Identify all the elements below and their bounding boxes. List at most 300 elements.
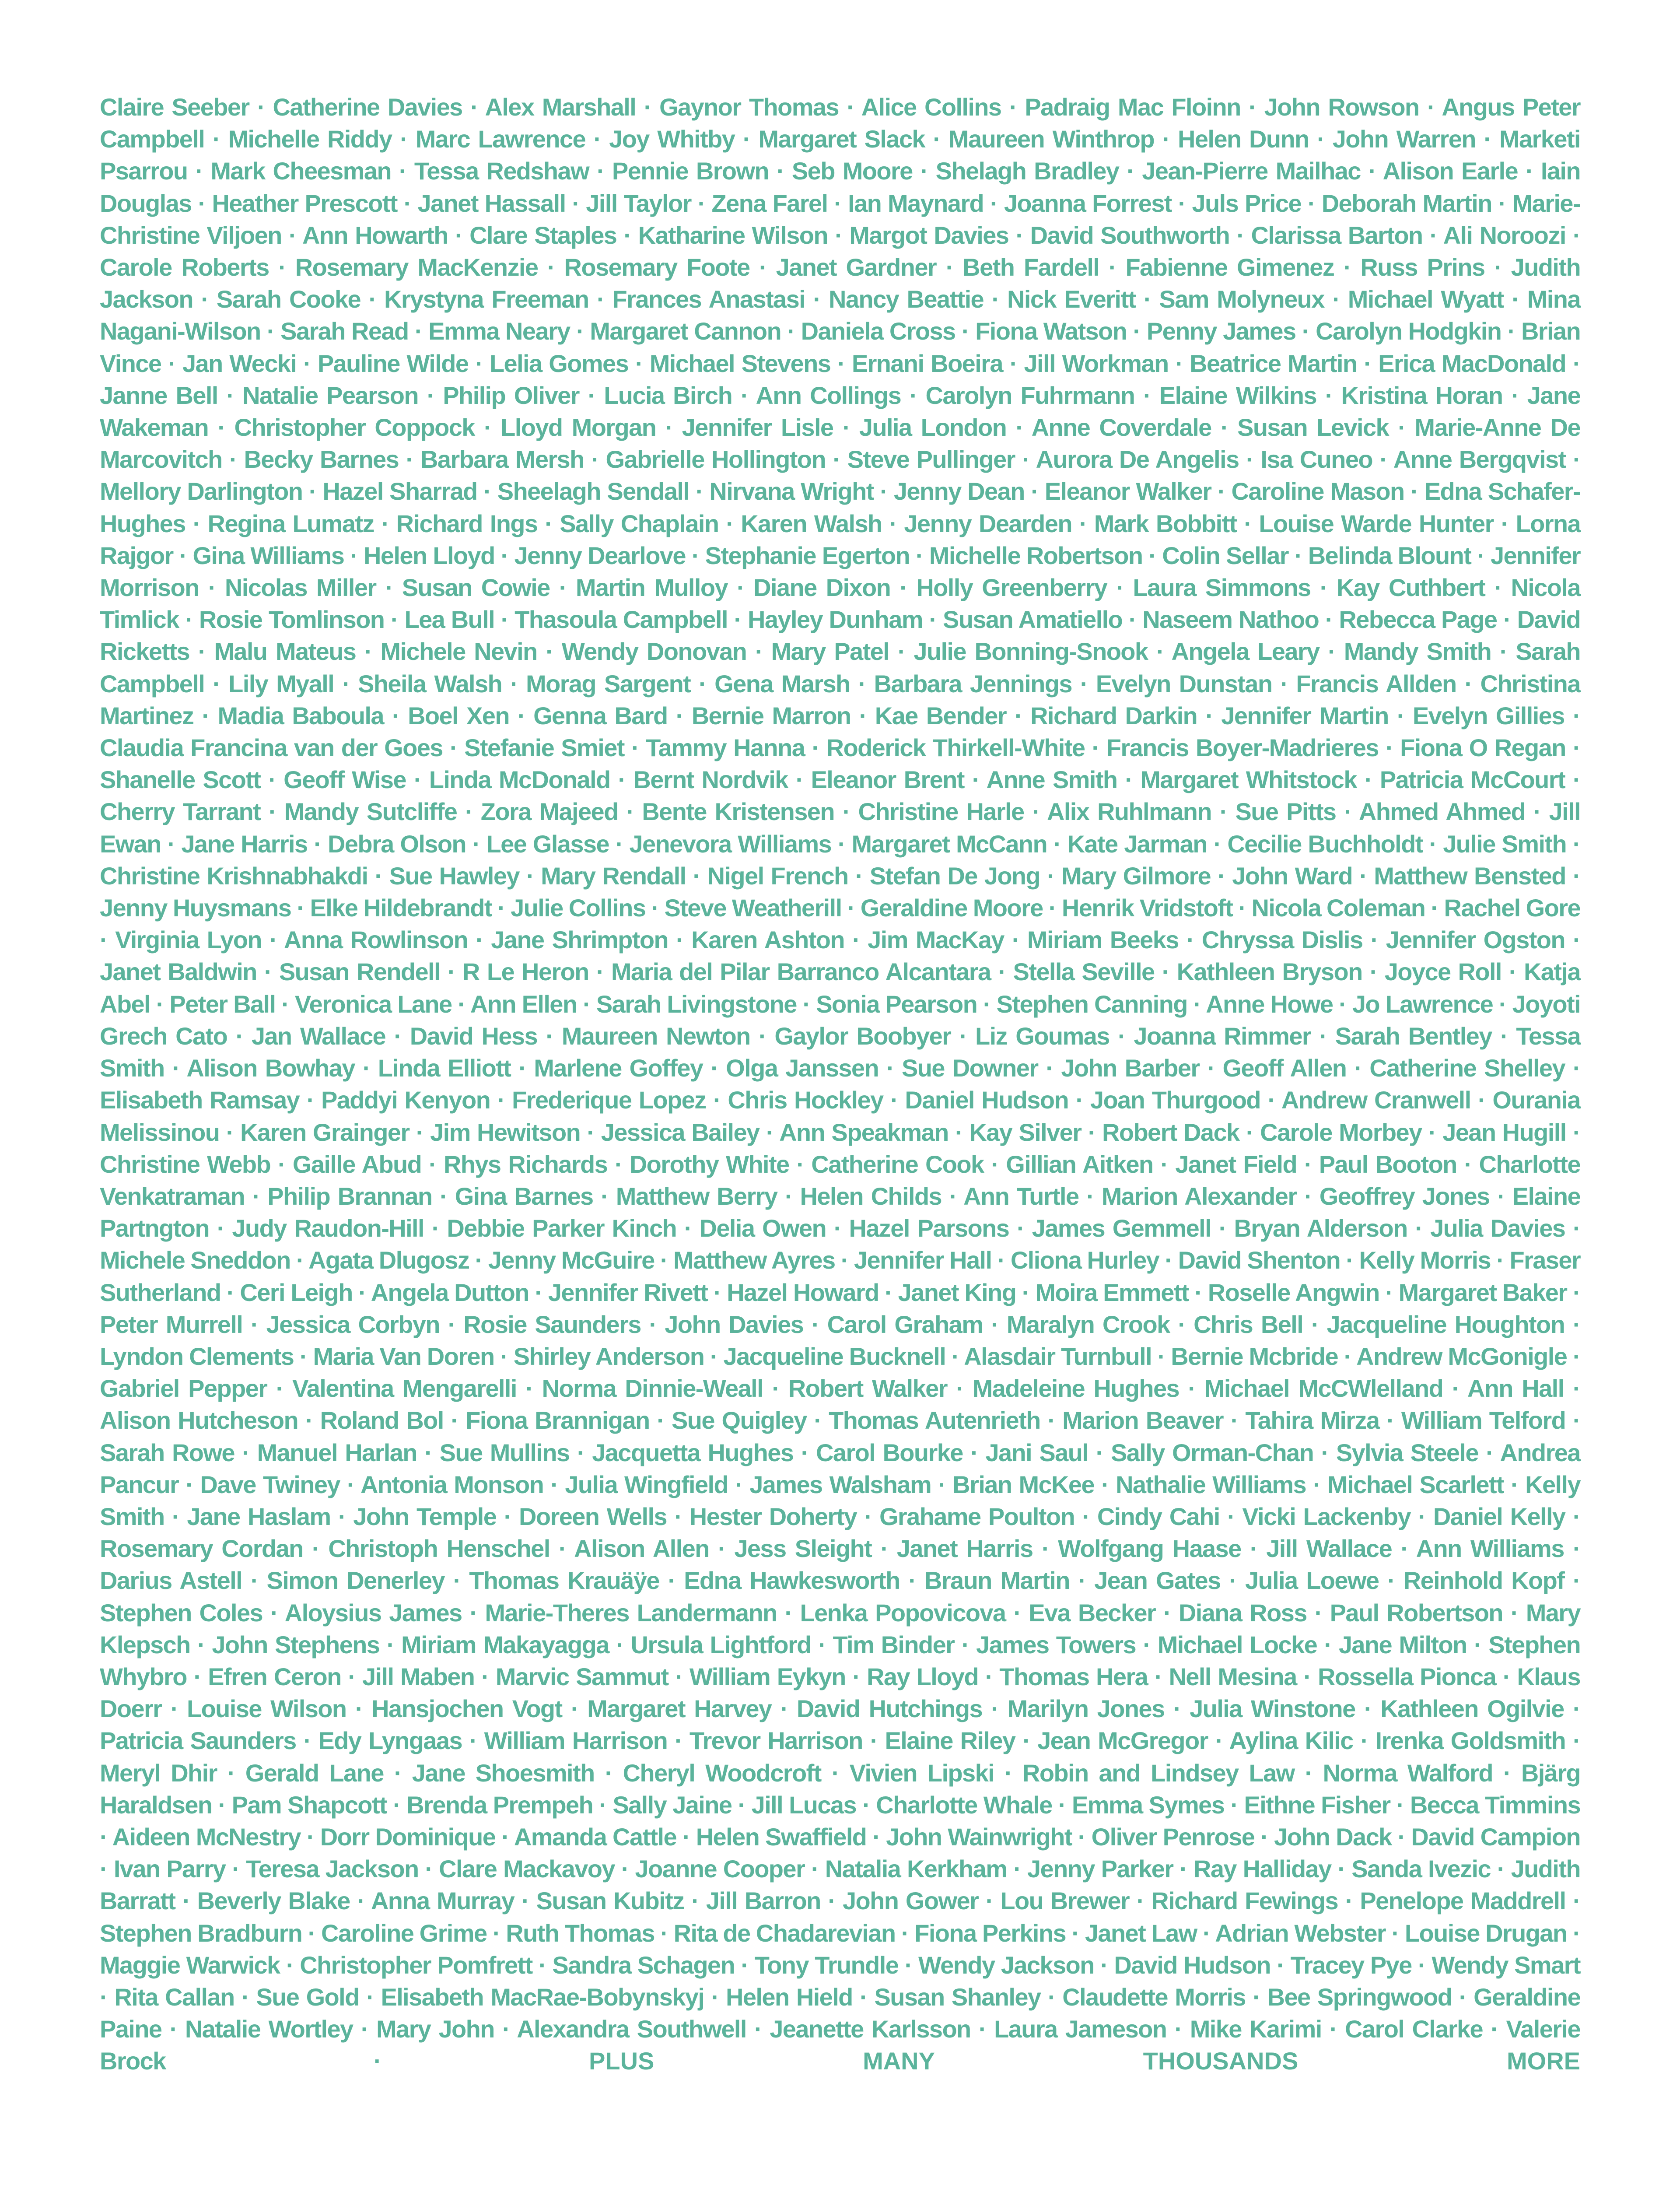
person-name: Stephen Canning [996, 990, 1187, 1018]
person-name: Norma Walford [1323, 1759, 1493, 1787]
person-name: Sanda Ivezic [1351, 1855, 1491, 1883]
separator-dot: · [1396, 701, 1404, 729]
person-name: Ann Howarth [302, 221, 448, 249]
separator-dot: · [811, 1855, 819, 1883]
separator-dot: · [626, 798, 634, 826]
person-name: Gina Williams [192, 541, 344, 569]
separator-dot: · [424, 1438, 432, 1466]
separator-dot: · [431, 1214, 439, 1242]
separator-dot: · [226, 1278, 234, 1306]
separator-dot: · [1525, 157, 1533, 185]
separator-dot: · [1325, 381, 1333, 409]
person-name: Maggie Warwick [100, 1951, 280, 1979]
person-name: Shanelle Scott [100, 766, 261, 794]
separator-dot: · [472, 830, 480, 858]
person-name: Eleanor Brent [811, 766, 964, 794]
person-name: Mike Karimi [1190, 2015, 1322, 2043]
person-name: Sally Orman-Chan [1110, 1438, 1314, 1466]
person-name: Elisabeth Ramsay [100, 1086, 300, 1114]
person-name: Louise Wilson [186, 1695, 346, 1723]
separator-dot: · [742, 125, 750, 153]
separator-dot: · [1396, 1791, 1404, 1819]
person-name: William Harrison [484, 1727, 668, 1755]
person-name: Jeanette Karlsson [770, 2015, 971, 2043]
separator-dot: · [710, 1054, 718, 1082]
separator-dot: · [192, 509, 200, 537]
person-name: Stephen Coles [100, 1599, 263, 1627]
separator-dot: · [403, 189, 411, 217]
person-name: Michelle Robertson [929, 541, 1143, 569]
separator-dot: · [1533, 798, 1541, 826]
separator-dot: · [270, 1599, 278, 1627]
person-name: Geraldine Paine [100, 1983, 1581, 2043]
separator-dot: · [616, 1630, 624, 1659]
person-name: Darius Astell [100, 1567, 242, 1595]
person-name: Valentina Mengarelli [292, 1375, 517, 1403]
person-name: Sally Chaplain [560, 509, 719, 537]
separator-dot: · [697, 189, 705, 217]
person-name: Natalie Wortley [185, 2015, 353, 2043]
person-name: Sheelagh Sendall [497, 477, 690, 505]
person-name: Jean Hugill [1442, 1118, 1566, 1146]
person-name: Pam Shapcott [231, 1791, 387, 1819]
separator-dot: · [1246, 1118, 1253, 1146]
separator-dot: · [583, 990, 591, 1018]
separator-dot: · [360, 2015, 368, 2043]
separator-dot: · [1428, 1118, 1436, 1146]
person-name: Alice Collins [861, 93, 1001, 121]
separator-dot: · [350, 541, 358, 569]
person-name: Susan Shanley [874, 1983, 1041, 2011]
person-name: Sally Jaine [612, 1791, 732, 1819]
separator-dot: · [1452, 1375, 1460, 1403]
separator-dot: · [726, 509, 734, 537]
separator-dot: · [198, 638, 206, 666]
person-name: Jess Sleight [734, 1535, 872, 1563]
person-name: Miriam Beeks [1027, 926, 1179, 954]
separator-dot: · [787, 317, 795, 345]
separator-dot: · [502, 2015, 510, 2043]
person-name: Lily Myall [228, 670, 334, 698]
separator-dot: · [758, 1022, 766, 1050]
separator-dot: · [308, 1919, 315, 1947]
separator-dot: · [172, 1502, 179, 1530]
person-name: Marion Alexander [1101, 1182, 1297, 1210]
person-name: Roland Bol [320, 1406, 444, 1434]
person-name: Edna Schafer-Hughes [100, 477, 1580, 537]
separator-dot: · [909, 381, 917, 409]
person-name: Fiona Perkins [914, 1919, 1066, 1947]
person-name: Diana Ross [1178, 1599, 1307, 1627]
separator-dot: · [201, 285, 209, 313]
separator-dot: · [1503, 606, 1511, 634]
separator-dot: · [385, 574, 393, 602]
person-name: Moira Emmett [1035, 1278, 1189, 1306]
person-name: Marion Beaver [1062, 1406, 1223, 1434]
separator-dot: · [170, 1695, 178, 1723]
person-name: Joanna Rimmer [1134, 1022, 1311, 1050]
separator-dot: · [440, 1182, 448, 1210]
separator-dot: · [864, 1502, 872, 1530]
separator-dot: · [169, 2015, 177, 2043]
person-name: Tahira Mirza [1245, 1406, 1379, 1434]
separator-dot: · [1108, 253, 1116, 281]
separator-dot: · [100, 1855, 108, 1883]
separator-dot: · [1360, 1727, 1368, 1755]
separator-dot: · [1572, 349, 1580, 377]
person-name: Ann Williams [1416, 1535, 1564, 1563]
person-name: Sarah Bentley [1335, 1022, 1492, 1050]
person-name: Norma Dinnie-Weall [542, 1375, 763, 1403]
person-name: Tracey Pye [1290, 1951, 1412, 1979]
person-name: Jill Barron [706, 1887, 821, 1915]
person-name: Fiona Watson [975, 317, 1127, 345]
separator-dot: · [393, 1791, 401, 1819]
person-name: Christopher Coppock [234, 414, 475, 442]
separator-dot: · [852, 926, 860, 954]
person-name: Brian Vince [100, 317, 1581, 377]
person-name: Marc Lawrence [415, 125, 585, 153]
person-name: Anne Smith [986, 766, 1117, 794]
separator-dot: · [208, 574, 216, 602]
separator-dot: · [870, 1727, 878, 1755]
person-name: Matthew Ayres [673, 1246, 835, 1274]
person-name: Gaylor Boobyer [774, 1022, 951, 1050]
person-name: Dave Twiney [200, 1470, 340, 1498]
separator-dot: · [818, 1630, 826, 1659]
separator-dot: · [1339, 990, 1347, 1018]
separator-dot: · [227, 1759, 235, 1787]
person-name: Margaret Whitstock [1140, 766, 1357, 794]
separator-dot: · [1313, 1470, 1321, 1498]
separator-dot: · [1400, 1535, 1408, 1563]
separator-dot: · [172, 1054, 180, 1082]
person-name: Morag Sargent [526, 670, 691, 698]
separator-dot: · [399, 157, 406, 185]
separator-dot: · [1277, 1951, 1284, 1979]
separator-dot: · [1186, 926, 1194, 954]
separator-dot: · [740, 381, 748, 409]
closing-text: PLUS MANY THOUSANDS MORE [589, 2047, 1581, 2075]
separator-dot: · [342, 670, 350, 698]
separator-dot: · [305, 1406, 313, 1434]
person-name: Jill Workman [1024, 349, 1169, 377]
person-name: Iain Douglas [100, 157, 1580, 217]
person-name: Margaret Baker [1398, 1278, 1567, 1306]
separator-dot: · [1415, 1214, 1423, 1242]
separator-dot: · [458, 990, 466, 1018]
separator-dot: · [538, 1951, 546, 1979]
person-name: Fabienne Gimenez [1125, 253, 1334, 281]
person-name: Regina Lumatz [207, 509, 374, 537]
separator-dot: · [955, 1118, 963, 1146]
person-name: Jennifer Ogston [1386, 926, 1565, 954]
person-name: Sarah Cooke [216, 285, 361, 313]
person-name: Barbara Jennings [874, 670, 1072, 698]
separator-dot: · [858, 670, 866, 698]
person-name: Marie-Christine Viljoen [100, 189, 1580, 249]
separator-dot: · [1369, 958, 1377, 986]
separator-dot: · [269, 926, 277, 954]
person-name: Sandra Schagen [552, 1951, 735, 1979]
separator-dot: · [1386, 1406, 1394, 1434]
person-name: Fiona Brannigan [466, 1406, 650, 1434]
person-name: Jani Saul [985, 1438, 1088, 1466]
person-name: Shirley Anderson [513, 1342, 704, 1370]
separator-dot: · [780, 1695, 788, 1723]
separator-dot: · [547, 253, 555, 281]
person-name: David Hudson [1114, 1951, 1270, 1979]
person-name: Hester Doherty [689, 1502, 857, 1530]
person-name: Helen Hield [726, 1983, 853, 2011]
person-name: Aloysius James [284, 1599, 462, 1627]
person-name: Kelly Morris [1359, 1246, 1491, 1274]
separator-dot: · [956, 1375, 964, 1403]
separator-dot: · [938, 1470, 946, 1498]
separator-dot: · [1220, 414, 1228, 442]
person-name: Pennie Brown [612, 157, 769, 185]
separator-dot: · [202, 701, 210, 729]
person-name: Gina Barnes [455, 1182, 593, 1210]
separator-dot: · [1364, 349, 1372, 377]
person-name: Nigel French [707, 862, 848, 890]
person-name: Bernt Nordvik [633, 766, 788, 794]
person-name: John Davies [665, 1310, 804, 1338]
separator-dot: · [414, 317, 422, 345]
person-name: Carolyn Fuhrmann [925, 381, 1135, 409]
separator-dot: · [1022, 1278, 1029, 1306]
separator-dot: · [546, 1022, 553, 1050]
separator-dot: · [257, 93, 265, 121]
separator-dot: · [100, 926, 108, 954]
person-name: Hazel Howard [727, 1278, 879, 1306]
person-name: Zena Farel [711, 189, 828, 217]
separator-dot: · [1572, 1118, 1580, 1146]
separator-dot: · [500, 541, 508, 569]
person-name: Angus Peter Campbell [100, 93, 1580, 153]
separator-dot: · [1101, 1470, 1109, 1498]
person-name: Russ Prins [1360, 253, 1485, 281]
separator-dot: · [357, 1887, 365, 1915]
person-name: Gerald Lane [245, 1759, 384, 1787]
separator-dot: · [362, 1054, 370, 1082]
separator-dot: · [949, 1182, 957, 1210]
separator-dot: · [872, 1823, 880, 1851]
separator-dot: · [1497, 1182, 1505, 1210]
person-name: Margaret McCann [851, 830, 1047, 858]
separator-dot: · [644, 93, 651, 121]
person-name: Lou Brewer [1000, 1887, 1130, 1915]
separator-dot: · [784, 1182, 792, 1210]
person-name: Adrian Webster [1215, 1919, 1386, 1947]
person-name: Geraldine Moore [860, 894, 1043, 922]
separator-dot: · [1573, 1535, 1581, 1563]
separator-dot: · [1499, 638, 1507, 666]
separator-dot: · [517, 701, 525, 729]
person-name: Delia Owen [699, 1214, 826, 1242]
person-name: Jim Hewitson [430, 1118, 581, 1146]
separator-dot: · [186, 1470, 193, 1498]
separator-dot: · [229, 445, 237, 473]
person-name: Nicola Timlick [100, 574, 1580, 634]
person-name: Janet Harris [896, 1535, 1033, 1563]
separator-dot: · [1174, 2015, 1182, 2043]
separator-dot: · [1078, 1567, 1086, 1595]
person-name: Maureen Newton [561, 1022, 750, 1050]
person-name: Frederique Lopez [512, 1086, 706, 1114]
person-name: Susan Levick [1237, 414, 1389, 442]
person-name: Marie-Anne De Marcovitch [100, 414, 1580, 473]
person-name: Ray Halliday [1194, 1855, 1331, 1883]
person-name: Christine Harle [858, 798, 1024, 826]
person-name: Alison Allen [574, 1535, 709, 1563]
person-name: Sarah Rowe [100, 1438, 234, 1466]
separator-dot: · [1494, 574, 1502, 602]
separator-dot: · [1082, 1502, 1090, 1530]
separator-dot: · [985, 1662, 993, 1690]
person-name: Becca Timmins [1410, 1791, 1580, 1819]
person-name: Evelyn Gillies [1412, 701, 1564, 729]
separator-dot: · [346, 1470, 355, 1498]
separator-dot: · [1118, 1022, 1126, 1050]
separator-dot: · [599, 1791, 607, 1819]
separator-dot: · [1148, 541, 1156, 569]
person-name: Ali Noroozi [1443, 221, 1566, 249]
separator-dot: · [364, 638, 372, 666]
person-name: Ruth Thomas [506, 1919, 654, 1947]
person-name: Hazel Sharrad [322, 477, 477, 505]
person-name: Irenka Goldsmith [1375, 1727, 1566, 1755]
separator-dot: · [469, 1727, 477, 1755]
separator-dot: · [1047, 1406, 1055, 1434]
person-name: Agata Dlugosz [308, 1246, 469, 1274]
separator-dot: · [1180, 1855, 1187, 1883]
person-name: Daniel Hudson [905, 1086, 1069, 1114]
person-name: Julie Smith [1443, 830, 1567, 858]
person-name: Nathalie Williams [1116, 1470, 1306, 1498]
separator-dot: · [1332, 285, 1340, 313]
separator-dot: · [835, 221, 843, 249]
person-name: Christina Martinez [100, 670, 1580, 729]
separator-dot: · [167, 830, 175, 858]
person-name: Krystyna Freeman [384, 285, 589, 313]
separator-dot: · [1217, 477, 1225, 505]
separator-dot: · [920, 157, 928, 185]
separator-dot: · [268, 798, 276, 826]
person-name: Mina Nagani-Wilson [100, 285, 1580, 345]
separator-dot: · [1125, 766, 1133, 794]
person-name: Doreen Wells [519, 1502, 667, 1530]
person-name: Diane Dixon [753, 574, 891, 602]
separator-dot: · [264, 958, 272, 986]
person-name: Mellory Darlington [100, 477, 303, 505]
person-name: Elisabeth MacRae-Bobynskyj [381, 1983, 704, 2011]
separator-dot: · [618, 766, 626, 794]
person-name: Robin and Lindsey Law [1022, 1759, 1295, 1787]
person-name: Shelagh Bradley [935, 157, 1119, 185]
separator-dot: · [713, 1278, 721, 1306]
separator-dot: · [1387, 1567, 1395, 1595]
person-name: Michael Wyatt [1348, 285, 1504, 313]
person-name: Holly Greenberry [916, 574, 1107, 602]
separator-dot: · [455, 221, 463, 249]
separator-dot: · [1317, 125, 1325, 153]
separator-dot: · [390, 606, 398, 634]
person-name: William Telford [1401, 1406, 1566, 1434]
separator-dot: · [366, 1983, 374, 2011]
person-name: Tessa Redshaw [414, 157, 589, 185]
person-name: Richard Ings [396, 509, 538, 537]
separator-dot: · [842, 798, 850, 826]
separator-dot: · [860, 1983, 868, 2011]
separator-dot: · [1397, 1823, 1405, 1851]
separator-dot: · [1143, 285, 1151, 313]
separator-dot: · [588, 381, 595, 409]
separator-dot: · [978, 2015, 986, 2043]
separator-dot: · [1175, 349, 1183, 377]
separator-dot: · [1058, 1791, 1066, 1819]
person-name: Geoffrey Jones [1319, 1182, 1490, 1210]
person-name: Julia Winstone [1190, 1695, 1355, 1723]
person-name: Rita de Chadarevian [673, 1919, 896, 1947]
person-name: Stephanie Egerton [705, 541, 910, 569]
separator-dot: · [1572, 1375, 1580, 1403]
person-name: Linda Elliott [378, 1054, 511, 1082]
person-name: Jessica Bailey [601, 1118, 760, 1146]
person-name: Aideen McNestry [112, 1823, 301, 1851]
separator-dot: · [1205, 701, 1213, 729]
person-name: Maria Van Doren [313, 1342, 494, 1370]
separator-dot: · [665, 414, 673, 442]
person-name: Olga Janssen [726, 1054, 879, 1082]
person-name: Claudette Morris [1062, 1983, 1246, 2011]
person-name: Lee Glasse [486, 830, 609, 858]
person-name: Nancy Beattie [829, 285, 984, 313]
separator-dot: · [711, 1983, 719, 2011]
separator-dot: · [492, 1919, 500, 1947]
person-name: David Campion [1411, 1823, 1581, 1851]
separator-dot: · [429, 1150, 437, 1178]
separator-dot: · [1431, 894, 1438, 922]
names-page [100, 91, 1580, 2077]
separator-dot: · [1013, 1855, 1021, 1883]
person-name: Thomas Krauäÿe [469, 1567, 659, 1595]
person-name: Karen Ashton [691, 926, 845, 954]
person-name: Michele Nevin [380, 638, 537, 666]
person-name: Jenny Parker [1027, 1855, 1173, 1883]
separator-dot: · [889, 509, 897, 537]
separator-dot: · [776, 157, 784, 185]
person-name: Carolyn Hodgkin [1316, 317, 1502, 345]
person-name: James Walsham [749, 1470, 931, 1498]
person-name: Michael McCWlelland [1204, 1375, 1443, 1403]
separator-dot: · [908, 1567, 916, 1595]
person-name: Bryan Alderson [1234, 1214, 1407, 1242]
person-name: Natalie Pearson [242, 381, 418, 409]
separator-dot: · [675, 1662, 683, 1690]
separator-dot: · [796, 1150, 804, 1178]
separator-dot: · [577, 1438, 584, 1466]
person-name: Jim MacKay [868, 926, 1004, 954]
person-name: Jenevora Williams [629, 830, 832, 858]
person-name: Richard Darkin [1030, 701, 1197, 729]
separator-dot: · [710, 1342, 718, 1370]
separator-dot: · [1100, 1951, 1108, 1979]
separator-dot: · [945, 253, 953, 281]
person-name: Penny James [1146, 317, 1296, 345]
person-name: David Shenton [1178, 1246, 1340, 1274]
person-name: Ray Lloyd [867, 1662, 978, 1690]
